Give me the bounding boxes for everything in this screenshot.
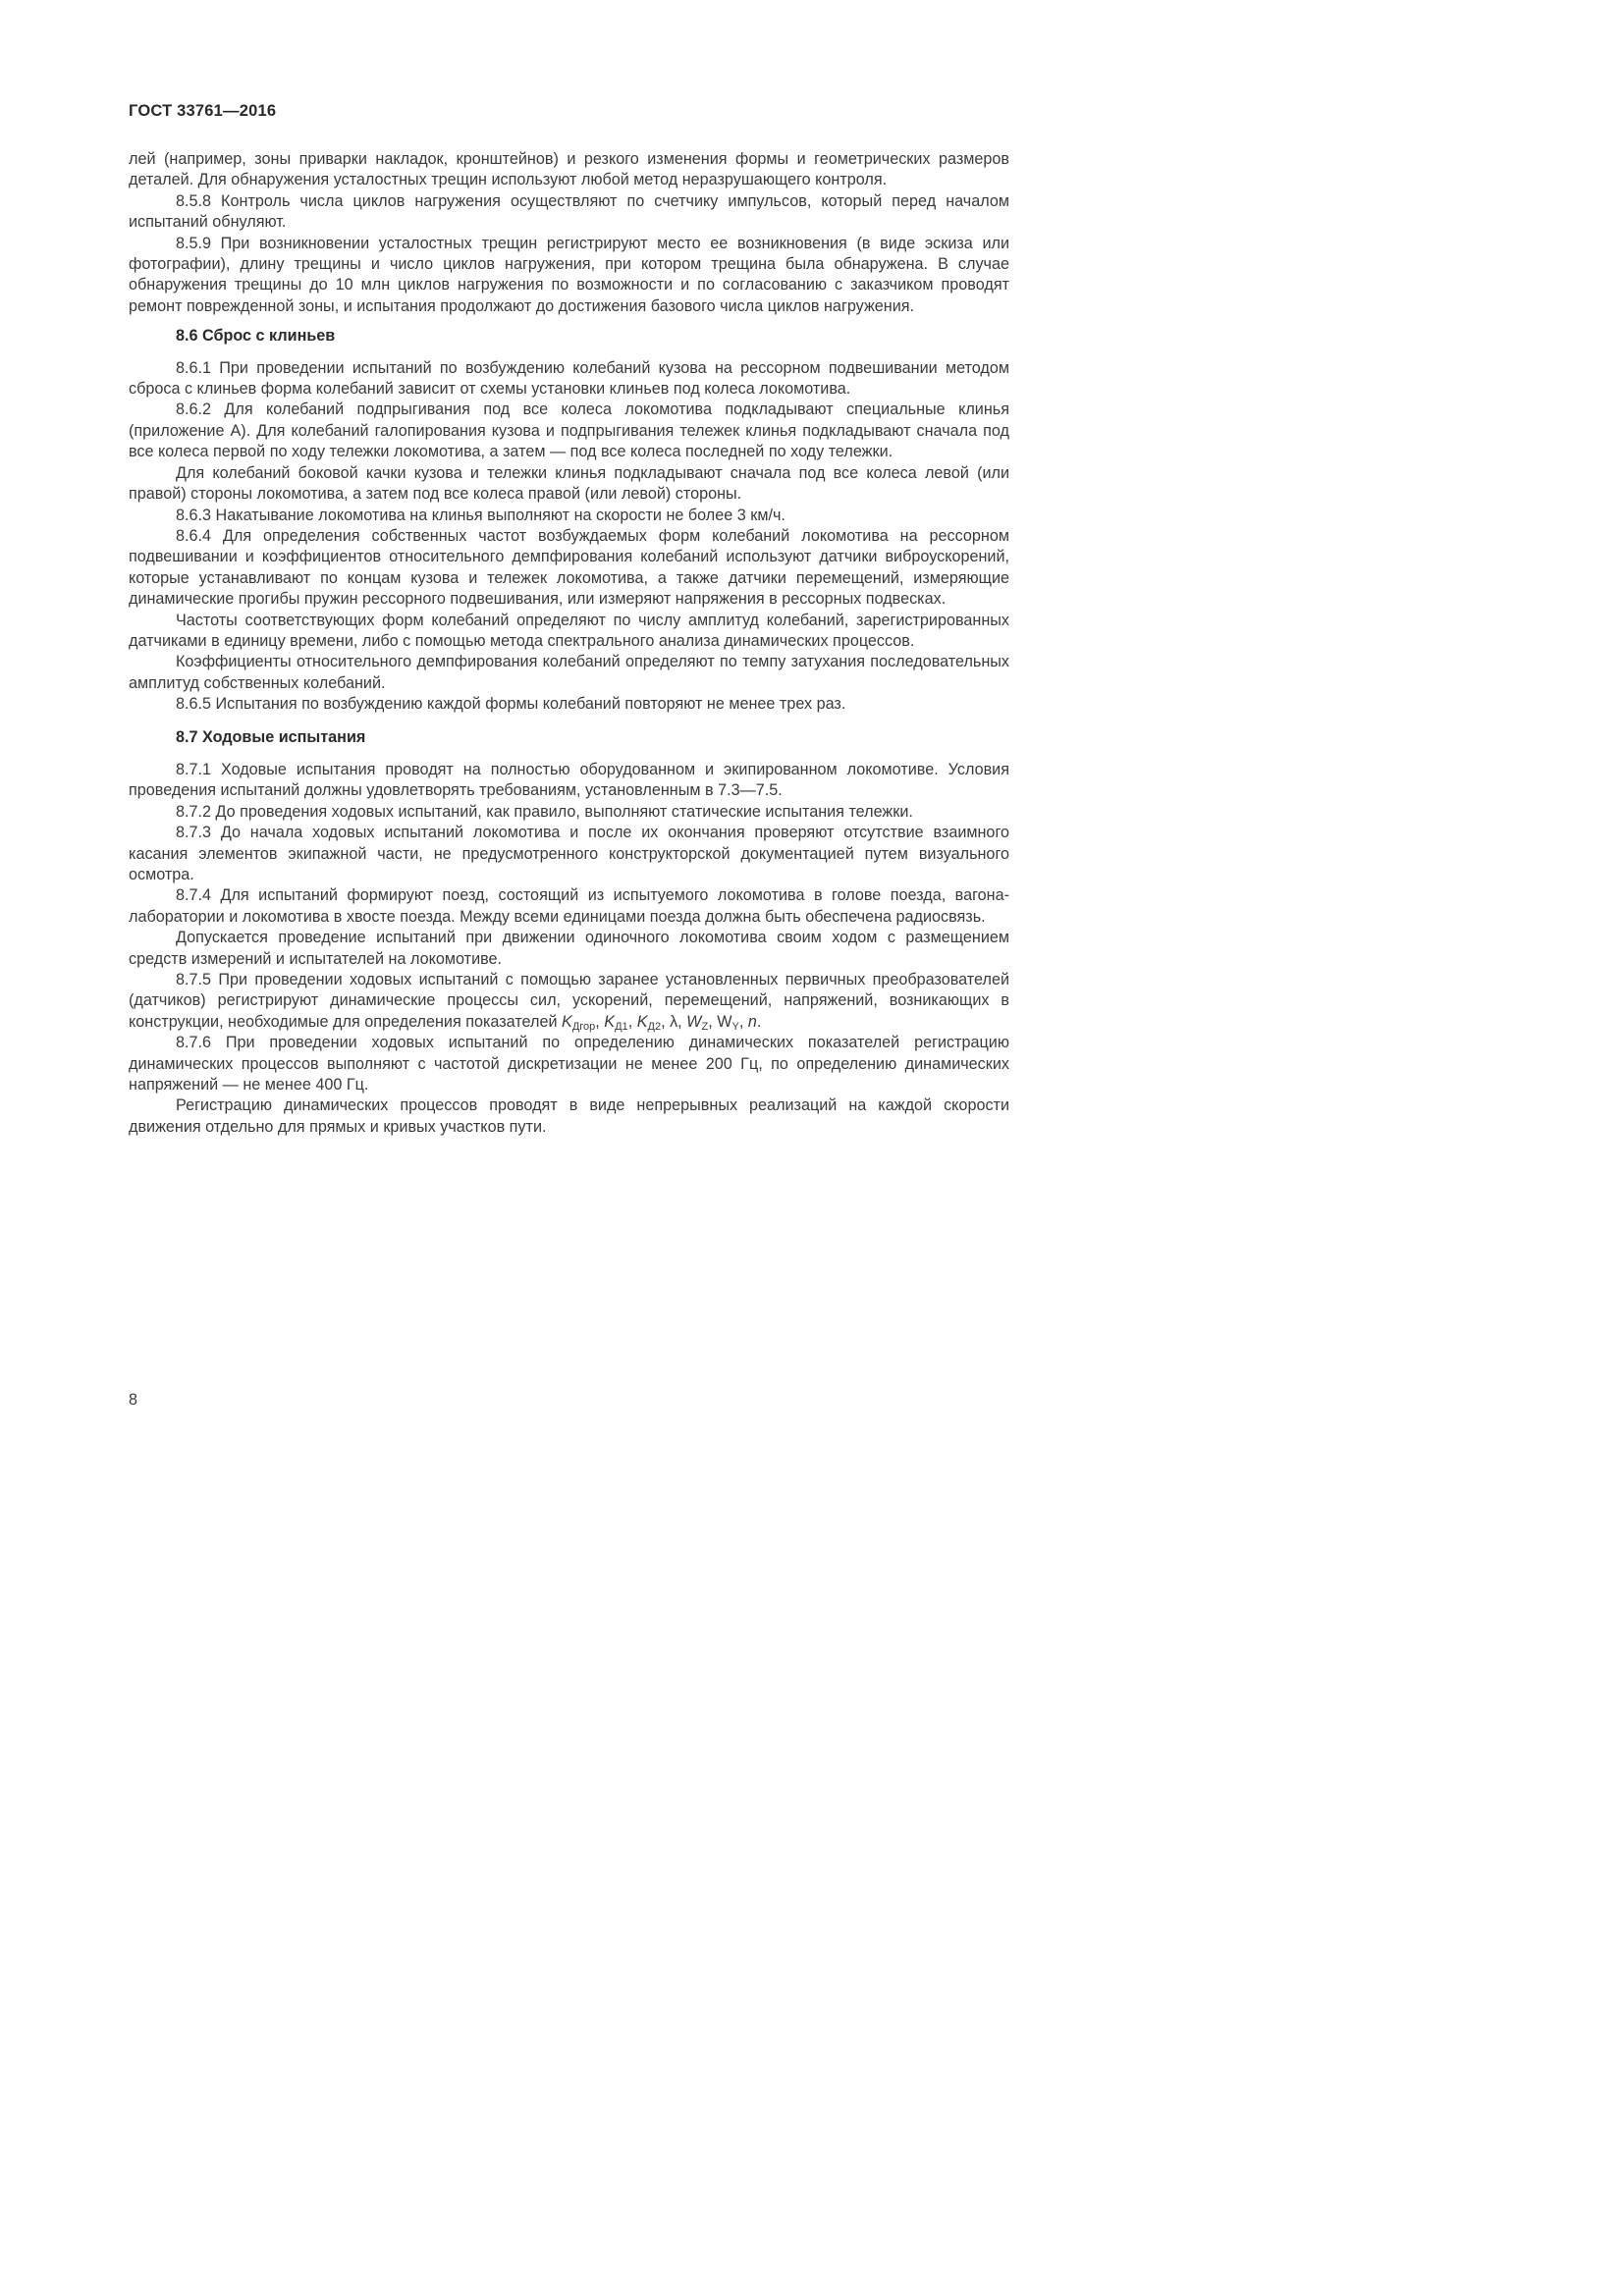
paragraph-8-7-5 [129, 970, 1009, 1033]
symbol-n: n [747, 1012, 757, 1031]
paragraph-8-7-6: 8.7.6 При проведении ходовых испытаний по определению динамических показателей регистрацию динамических процессов выполняют с частотой дискретизации не менее 200 Гц, по определению динамических напряжений — не менее 400 Гц. [129, 1034, 1009, 1095]
paragraph-8-6-4-frequencies: Частоты соответствующих форм колебаний определяют по числу амплитуд колебаний, зарегистрированных датчиками в единицу времени, либо с помощью метода спектрального анализа динамических процессов. [129, 611, 1009, 650]
subscript-y: Y [731, 1020, 739, 1033]
separator: , [738, 1012, 744, 1031]
document-body [129, 149, 1009, 1138]
paragraph-8-6-2: 8.6.2 Для колебаний подпрыгивания под все колеса локомотива подкладывают специальные клинья (приложение А). Для колебаний галопирования кузова и подпрыгивания тележек клинья подкладывают сначала под все колеса первой по ходу тележки локомотива, а затем — под все колеса последней по ходу тележки. [129, 400, 1009, 461]
paragraph-8-7-6-continued: Регистрацию динамических процессов проводят в виде непрерывных реализаций на каждой скорости движения отдельно для прямых и кривых участков пути. [129, 1096, 1009, 1136]
paragraph-8-7-4-continued: Допускается проведение испытаний при движении одиночного локомотива своим ходом с размещением средств измерений и испытателей на локомотиве. [129, 929, 1009, 968]
document-page [0, 0, 1080, 1527]
symbol-w-y: W [717, 1012, 732, 1031]
paragraph-8-5-9: 8.5.9 При возникновении усталостных трещин регистрируют место ее возникновения (в виде эскиза или фотографии), длину трещины и число циклов нагружения, при котором трещина была обнаружена. В случае обнаружения трещины до 10 млн циклов нагружения по возможности и по согласованию с заказчиком проводят ремонт поврежденной зоны, и испытания продолжают до достижения базового числа циклов нагружения. [129, 234, 1009, 315]
section-heading-8-6: 8.6 Сброс с клиньев [176, 327, 336, 346]
section-heading-8-7: 8.7 Ходовые испытания [176, 727, 366, 746]
separator: , [677, 1012, 682, 1031]
separator: , [627, 1012, 633, 1031]
paragraph-8-7-1: 8.7.1 Ходовые испытания проводят на полностью оборудованном и экипированном локомотиве. Условия проведения испытаний должны удовлетворять требованиям, установленным в 7.3—7.5. [129, 760, 1009, 800]
subscript-d2: Д2 [647, 1020, 662, 1033]
paragraph-8-7-2: 8.7.2 До проведения ходовых испытаний, как правило, выполняют статические испытания тележки. [176, 802, 913, 821]
separator: , [595, 1012, 600, 1031]
symbol-k-d1: K [604, 1012, 616, 1031]
paragraph-8-5-8: 8.5.8 Контроль числа циклов нагружения осуществляют по счетчику импульсов, который перед началом испытаний обнуляют. [129, 191, 1009, 232]
paragraph-8-6-3: 8.6.3 Накатывание локомотива на клинья выполняют на скорости не более 3 км/ч. [176, 506, 785, 524]
symbol-k-d2: K [636, 1012, 648, 1031]
separator: , [708, 1012, 713, 1031]
symbol-k-dgor: K [562, 1012, 572, 1031]
document-header: ГОСТ 33761—2016 [129, 102, 277, 120]
symbol-lambda: λ [670, 1012, 678, 1031]
paragraph-8-7-4: 8.7.4 Для испытаний формируют поезд, состоящий из испытуемого локомотива в голове поезда, вагона-лаборатории и локомотива в хвосте поезда. Между всеми единицами поезда должна быть обеспечена радиосвязь. [129, 886, 1009, 926]
period: . [756, 1012, 762, 1031]
subscript-dgor: Дгор [571, 1020, 596, 1033]
paragraph-8-7-3: 8.7.3 До начала ходовых испытаний локомотива и после их окончания проверяют отсутствие взаимного касания элементов экипажной части, не предусмотренного конструкторской документацией путем визуального осмотра. [129, 824, 1009, 883]
subscript-z: Z [701, 1020, 709, 1033]
page-number: 8 [129, 1391, 138, 1409]
paragraph-8-6-4: 8.6.4 Для определения собственных частот возбуждаемых форм колебаний локомотива на рессорном подвешивании и коэффициентов относительного демпфирования колебаний используют датчики виброускорений, которые устанавливают по концам кузова и тележек локомотива, а также датчики перемещений, измеряющие динамические прогибы пружин рессорного подвешивания, или измеряют напряжения в рессорных подвесках. [129, 526, 1009, 609]
paragraph-8-6-1: 8.6.1 При проведении испытаний по возбуждению колебаний кузова на рессорном подвешивании методом сброса с клиньев форма колебаний зависит от схемы установки клиньев под колеса локомотива. [129, 358, 1009, 399]
paragraph-8-7-5-text: 8.7.5 При проведении ходовых испытаний с помощью заранее установленных первичных преобразователей (датчиков) регистрируют динамические процессы сил, ускорений, перемещений, напряжений, возникающих в конструкции, необходимые для определения показателей [129, 971, 1009, 1031]
symbol-w-z: W [686, 1012, 702, 1031]
paragraph-continuation: лей (например, зоны приварки накладок, кронштейнов) и резкого изменения формы и геометрических размеров деталей. Для обнаружения усталостных трещин используют любой метод неразрушающего контроля. [129, 150, 1009, 189]
paragraph-8-6-2-continued: Для колебаний боковой качки кузова и тележки клинья подкладывают сначала под все колеса левой (или правой) стороны локомотива, а затем под все колеса правой (или левой) стороны. [129, 463, 1009, 504]
paragraph-8-6-5: 8.6.5 Испытания по возбуждению каждой формы колебаний повторяют не менее трех раз. [176, 695, 846, 714]
subscript-d1: Д1 [615, 1020, 628, 1033]
paragraph-8-6-4-damping: Коэффициенты относительного демпфирования колебаний определяют по темпу затухания последовательных амплитуд собственных колебаний. [129, 653, 1009, 692]
separator: , [661, 1012, 666, 1031]
